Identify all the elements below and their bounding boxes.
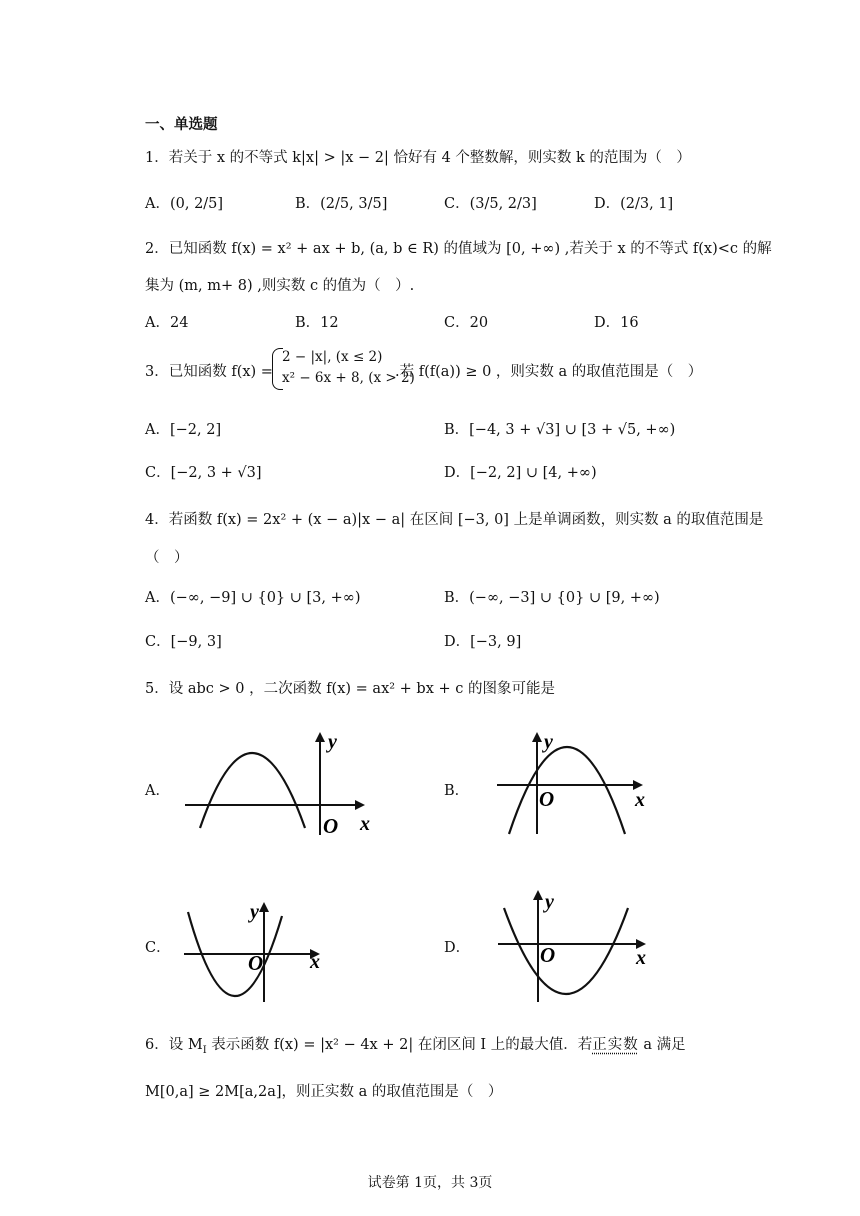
question-3-option-c: C．[−2, 3 + √3] bbox=[145, 465, 262, 481]
question-5-stem: 5．设 abc > 0 ，二次函数 f(x) = ax² + bx + c 的图象可能是 bbox=[145, 681, 555, 697]
y-axis-label: y bbox=[544, 731, 553, 753]
question-4-option-c: C．[−9, 3] bbox=[145, 634, 222, 650]
question-5-option-d: D． bbox=[444, 940, 471, 956]
graph-option-a bbox=[180, 730, 380, 840]
section-title: 一、单选题 bbox=[145, 116, 218, 133]
origin-label: O bbox=[540, 943, 556, 967]
question-4-option-d: D．[−3, 9] bbox=[444, 634, 522, 650]
question-6-stem-line1 bbox=[145, 1033, 686, 1056]
question-6-text-c: a 满足 bbox=[638, 1037, 686, 1053]
origin-label: O bbox=[248, 951, 264, 975]
question-2-option-d: D．16 bbox=[594, 315, 639, 331]
question-2-stem-line2: 集为 (m, m+ 8) ,则实数 c 的值为（ ）. bbox=[145, 278, 415, 294]
y-axis-label: y bbox=[250, 901, 259, 923]
origin-label: O bbox=[323, 814, 339, 838]
question-2-option-a: A．24 bbox=[145, 315, 189, 331]
question-2-option-b: B．12 bbox=[295, 315, 339, 331]
question-3-option-b: B．[−4, 3 + √3] ∪ [3 + √5, +∞) bbox=[444, 422, 676, 438]
question-1-option-c: C．(3/5, 2/3] bbox=[444, 196, 537, 212]
graph-option-b bbox=[495, 730, 665, 840]
x-axis-label: x bbox=[360, 813, 370, 835]
question-4-stem-line1: 4．若函数 f(x) = 2x² + (x − a)|x − a| 在区间 [−3, 0] 上是单调函数，则实数 a 的取值范围是 bbox=[145, 512, 764, 528]
y-axis-label: y bbox=[545, 891, 554, 913]
question-1-option-b: B．(2/5, 3/5] bbox=[295, 196, 388, 212]
question-4-option-a: A．(−∞, −9] ∪ {0} ∪ [3, +∞) bbox=[145, 590, 361, 606]
question-3-stem-prefix: 3．已知函数 f(x) = bbox=[145, 364, 273, 380]
question-4-option-b: B．(−∞, −3] ∪ {0} ∪ [9, +∞) bbox=[444, 590, 660, 606]
question-3-stem-suffix: .若 f(f(a)) ≥ 0 ，则实数 a 的取值范围是（ ） bbox=[395, 364, 703, 380]
graph-option-c bbox=[182, 898, 342, 1003]
question-5-option-b: B． bbox=[444, 783, 470, 799]
question-1-option-d: D．(2/3, 1] bbox=[594, 196, 674, 212]
question-1-stem: 1．若关于 x 的不等式 k|x| > |x − 2| 恰好有 4 个整数解，则实数 k 的范围为（ ） bbox=[145, 150, 691, 166]
question-2-stem-line1: 2．已知函数 f(x) = x² + ax + b, (a, b ∈ R) 的值域为 [0, +∞) ,若关于 x 的不等式 f(x)<c 的解 bbox=[145, 241, 772, 257]
question-3-option-a: A．[−2, 2] bbox=[145, 422, 222, 438]
question-6-text-b: 表示函数 f(x) = |x² − 4x + 2| 在闭区间 I 上的最大值．若 bbox=[206, 1037, 593, 1053]
question-1-option-a: A．(0, 2/5] bbox=[145, 196, 224, 212]
question-6-text-a: 6．设 M bbox=[145, 1037, 203, 1053]
question-5-option-a: A． bbox=[145, 783, 170, 799]
question-3-piece-2: x² − 6x + 8, (x > 2) bbox=[282, 370, 415, 386]
question-6-subscript: I bbox=[202, 1044, 207, 1056]
page-footer: 试卷第 1页，共 3页 bbox=[367, 1175, 493, 1191]
graph-option-d bbox=[496, 886, 666, 1006]
y-axis-label: y bbox=[328, 731, 337, 753]
question-6-emphasis: 正实数 bbox=[592, 1037, 639, 1053]
x-axis-label: x bbox=[310, 951, 320, 973]
question-6-stem-line2: M[0,a] ≥ 2M[a,2a]，则正实数 a 的取值范围是（ ） bbox=[145, 1084, 503, 1100]
question-5-option-c: C． bbox=[145, 940, 171, 956]
question-3-piece-1: 2 − |x|, (x ≤ 2) bbox=[282, 349, 383, 365]
x-axis-label: x bbox=[636, 947, 646, 969]
question-2-option-c: C．20 bbox=[444, 315, 489, 331]
question-4-stem-line2: （ ） bbox=[145, 550, 189, 566]
question-3-option-d: D．[−2, 2] ∪ [4, +∞) bbox=[444, 465, 597, 481]
origin-label: O bbox=[539, 787, 555, 811]
x-axis-label: x bbox=[635, 789, 645, 811]
